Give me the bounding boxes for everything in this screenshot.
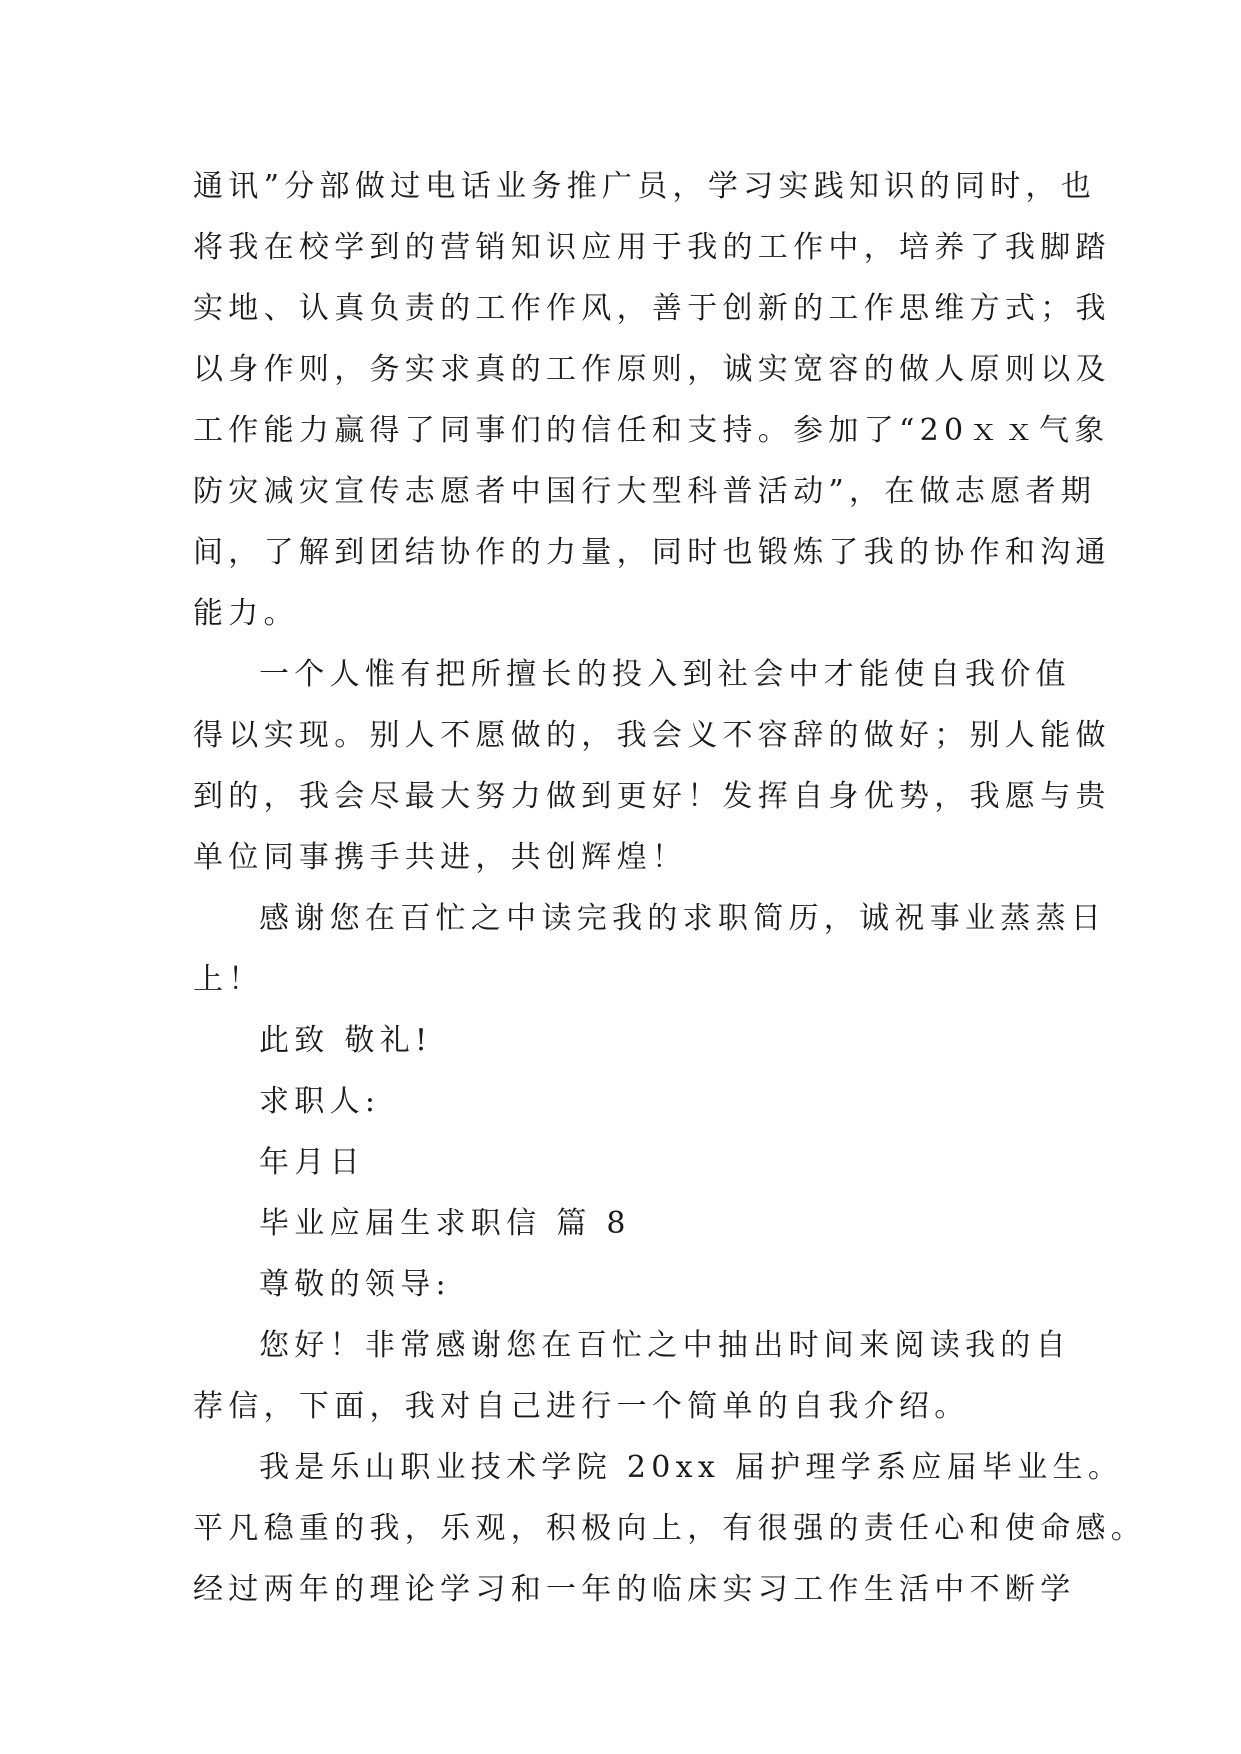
closing-salutation: 此致 敬礼! — [259, 1023, 433, 1058]
text-line: 一个人惟有把所擅长的投入到社会中才能使自我价值 — [259, 657, 1071, 692]
text-line: 间，了解到团结协作的力量，同时也锻炼了我的协作和沟通 — [193, 535, 1111, 570]
greeting: 尊敬的领导: — [259, 1267, 451, 1302]
text-line: 防灾减灾宣传志愿者中国行大型科普活动”，在做志愿者期 — [193, 474, 1097, 509]
text-line: 上！ — [193, 962, 264, 997]
document-body — [193, 156, 1147, 1620]
text-line: 到的，我会尽最大努力做到更好！发挥自身优势，我愿与贵 — [193, 779, 1111, 814]
text-line: 单位同事携手共进，共创辉煌！ — [193, 840, 688, 875]
text-line: 我是乐山职业技术学院 20xx 届护理学系应届毕业生。 — [259, 1450, 1124, 1485]
text-line: 您好！非常感谢您在百忙之中抽出时间来阅读我的自 — [259, 1328, 1071, 1363]
text-line: 感谢您在百忙之中读完我的求职简历，诚祝事业蒸蒸日 — [259, 901, 1107, 936]
text-line: 工作能力赢得了同事们的信任和支持。参加了“20ｘｘ气象 — [193, 413, 1110, 448]
section-heading: 毕业应届生求职信 篇 8 — [259, 1206, 631, 1241]
applicant-label: 求职人: — [259, 1084, 381, 1119]
date-line: 年月日 — [259, 1145, 365, 1180]
text-line: 以身作则，务实求真的工作原则，诚实宽容的做人原则以及 — [193, 352, 1111, 387]
text-line: 平凡稳重的我，乐观，积极向上，有很强的责任心和使命感。 — [193, 1511, 1147, 1546]
text-line: 将我在校学到的营销知识应用于我的工作中，培养了我脚踏 — [193, 230, 1111, 265]
text-line: 荐信，下面，我对自己进行一个简单的自我介绍。 — [193, 1389, 970, 1424]
text-line: 通讯”分部做过电话业务推广员，学习实践知识的同时，也 — [193, 169, 1097, 204]
text-line: 经过两年的理论学习和一年的临床实习工作生活中不断学 — [193, 1572, 1076, 1607]
text-line: 实地、认真负责的工作作风，善于创新的工作思维方式；我 — [193, 291, 1111, 326]
text-line: 能力。 — [193, 596, 299, 631]
text-line: 得以实现。别人不愿做的，我会义不容辞的做好；别人能做 — [193, 718, 1111, 753]
